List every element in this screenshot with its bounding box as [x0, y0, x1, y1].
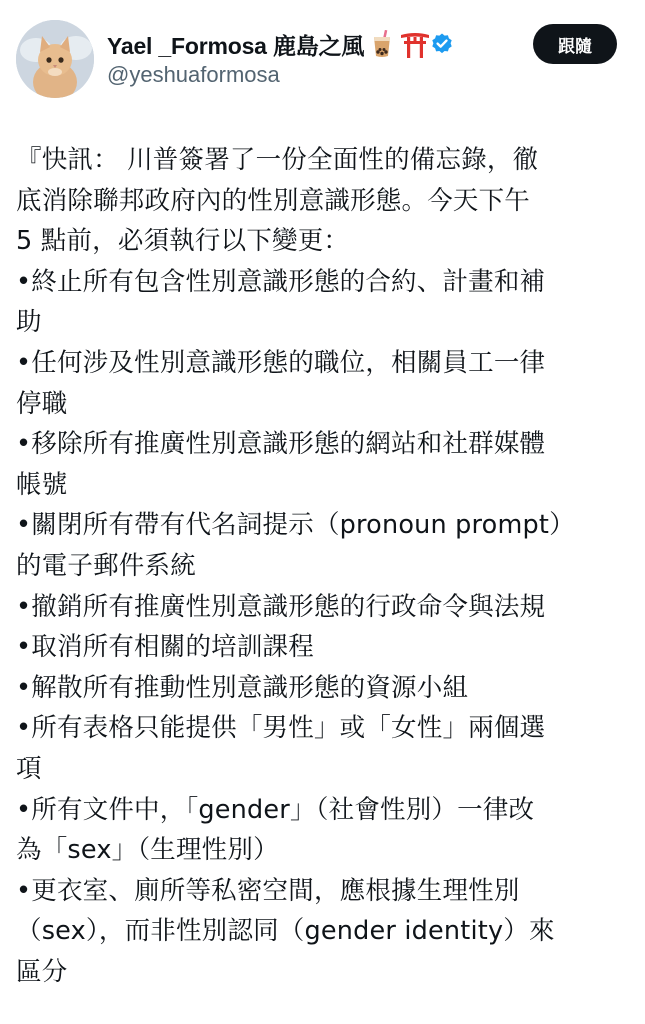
tweet-text-line: •關閉所有帶有代名詞提示（pronoun prompt） [16, 510, 575, 541]
tweet-text-line: •任何涉及性別意識形態的職位，相關員工一律 [16, 347, 546, 378]
bubble-tea-icon [369, 30, 395, 58]
tweet-text-line: •更衣室、廁所等私密空間，應根據生理性別 [16, 875, 520, 906]
follow-button[interactable]: 跟隨 [533, 24, 617, 64]
cat-avatar-image [16, 20, 94, 98]
tweet-text [16, 140, 631, 992]
tweet-text-line: 『快訊： 川普簽署了一份全面性的備忘錄，徹 [16, 145, 539, 175]
tweet-text-line: 帳號 [16, 469, 68, 500]
tweet-text-line: •所有表格只能提供「男性」或「女性」兩個選 [16, 713, 546, 744]
tweet-text-line: 底消除聯邦政府內的性別意識形態。今天下午 [16, 185, 531, 216]
tweet-text-line: •取消所有相關的培訓課程 [16, 632, 314, 663]
tweet-text-line: 的電子郵件系統 [16, 550, 196, 581]
tweet-text-line: 停職 [16, 388, 68, 419]
torii-gate-icon [400, 30, 426, 58]
tweet-text-line: •撤銷所有推廣性別意識形態的行政命令與法規 [16, 591, 546, 622]
tweet-text-line: 項 [16, 753, 42, 784]
tweet-text-line: •所有文件中，「gender」（社會性別）一律改 [16, 794, 535, 825]
verified-badge-icon [430, 32, 454, 56]
tweet-text-line: 區分 [16, 956, 68, 987]
tweet-text-line: 助 [16, 307, 42, 338]
tweet-text-line: •終止所有包含性別意識形態的合約、計畫和補 [16, 266, 546, 297]
tweet-text-line: •解散所有推動性別意識形態的資源小組 [16, 672, 469, 703]
avatar[interactable] [16, 20, 94, 98]
tweet-text-line: •移除所有推廣性別意識形態的網站和社群媒體 [16, 429, 546, 460]
tweet-text-line: 為「sex」（生理性別） [16, 835, 279, 866]
name-row [107, 27, 454, 61]
display-name[interactable]: Yael _Formosa 鹿島之風 [107, 32, 365, 59]
tweet-text-line: （sex），而非性別認同（gender identity）來 [16, 916, 555, 947]
user-handle[interactable]: @yeshuaformosa [107, 62, 280, 87]
tweet-header [0, 0, 645, 110]
tweet-text-line: 5 點前，必須執行以下變更： [16, 226, 350, 257]
